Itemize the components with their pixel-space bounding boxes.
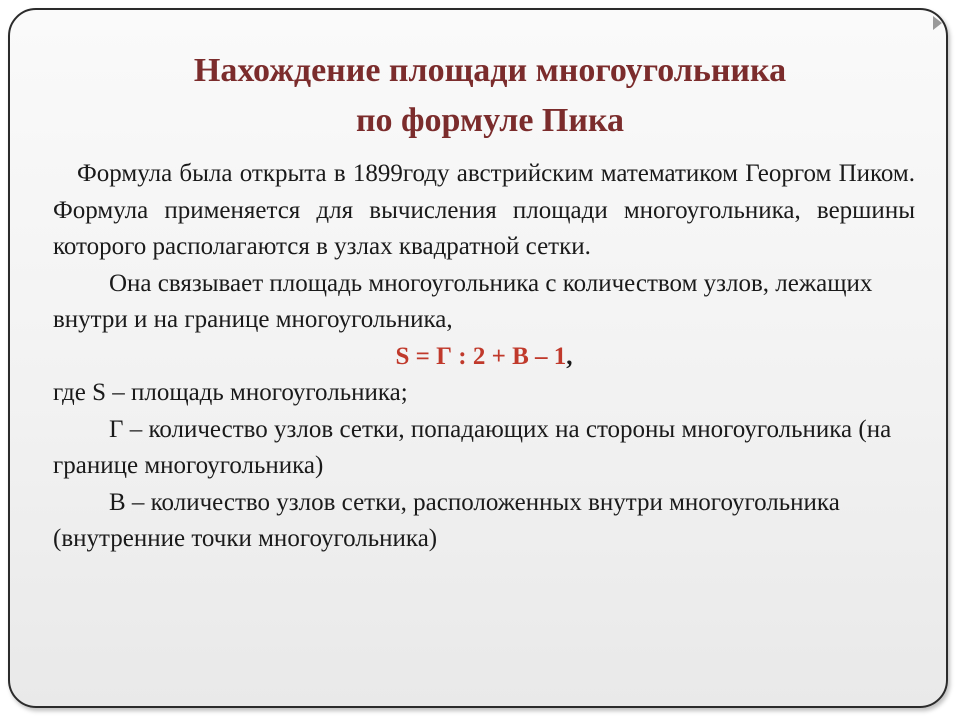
intro-paragraph: Формула была открыта в 1899году австрийским математиком Георгом Пиком. Формула применяется для вычисления площади многоугольника, вершины которого располагаются в узлах квадратной сетки. (53, 160, 915, 260)
pick-formula (53, 339, 915, 376)
formula-comma: , (566, 342, 573, 370)
slide-body (53, 156, 915, 558)
definition-v: В – количество узлов сетки, расположенных внутри многоугольника (внутренние точки многоугольника) (53, 488, 840, 552)
definition-s: где S – площадь многоугольника; (53, 379, 408, 406)
title-line-1: Нахождение площади многоугольника (193, 52, 787, 89)
formula-text: S = Г : 2 + В – 1 (395, 342, 567, 370)
relation-paragraph: Она связывает площадь многоугольника с количеством узлов, лежащих внутри и на границе многоугольника, (53, 269, 873, 333)
slide-corner-arrow-icon (933, 16, 942, 30)
slide-title (60, 46, 920, 146)
title-line-2: по формуле Пика (355, 102, 625, 139)
definition-g: Г – количество узлов сетки, попадающих на стороны многоугольника (на границе многоугольника) (53, 415, 892, 479)
